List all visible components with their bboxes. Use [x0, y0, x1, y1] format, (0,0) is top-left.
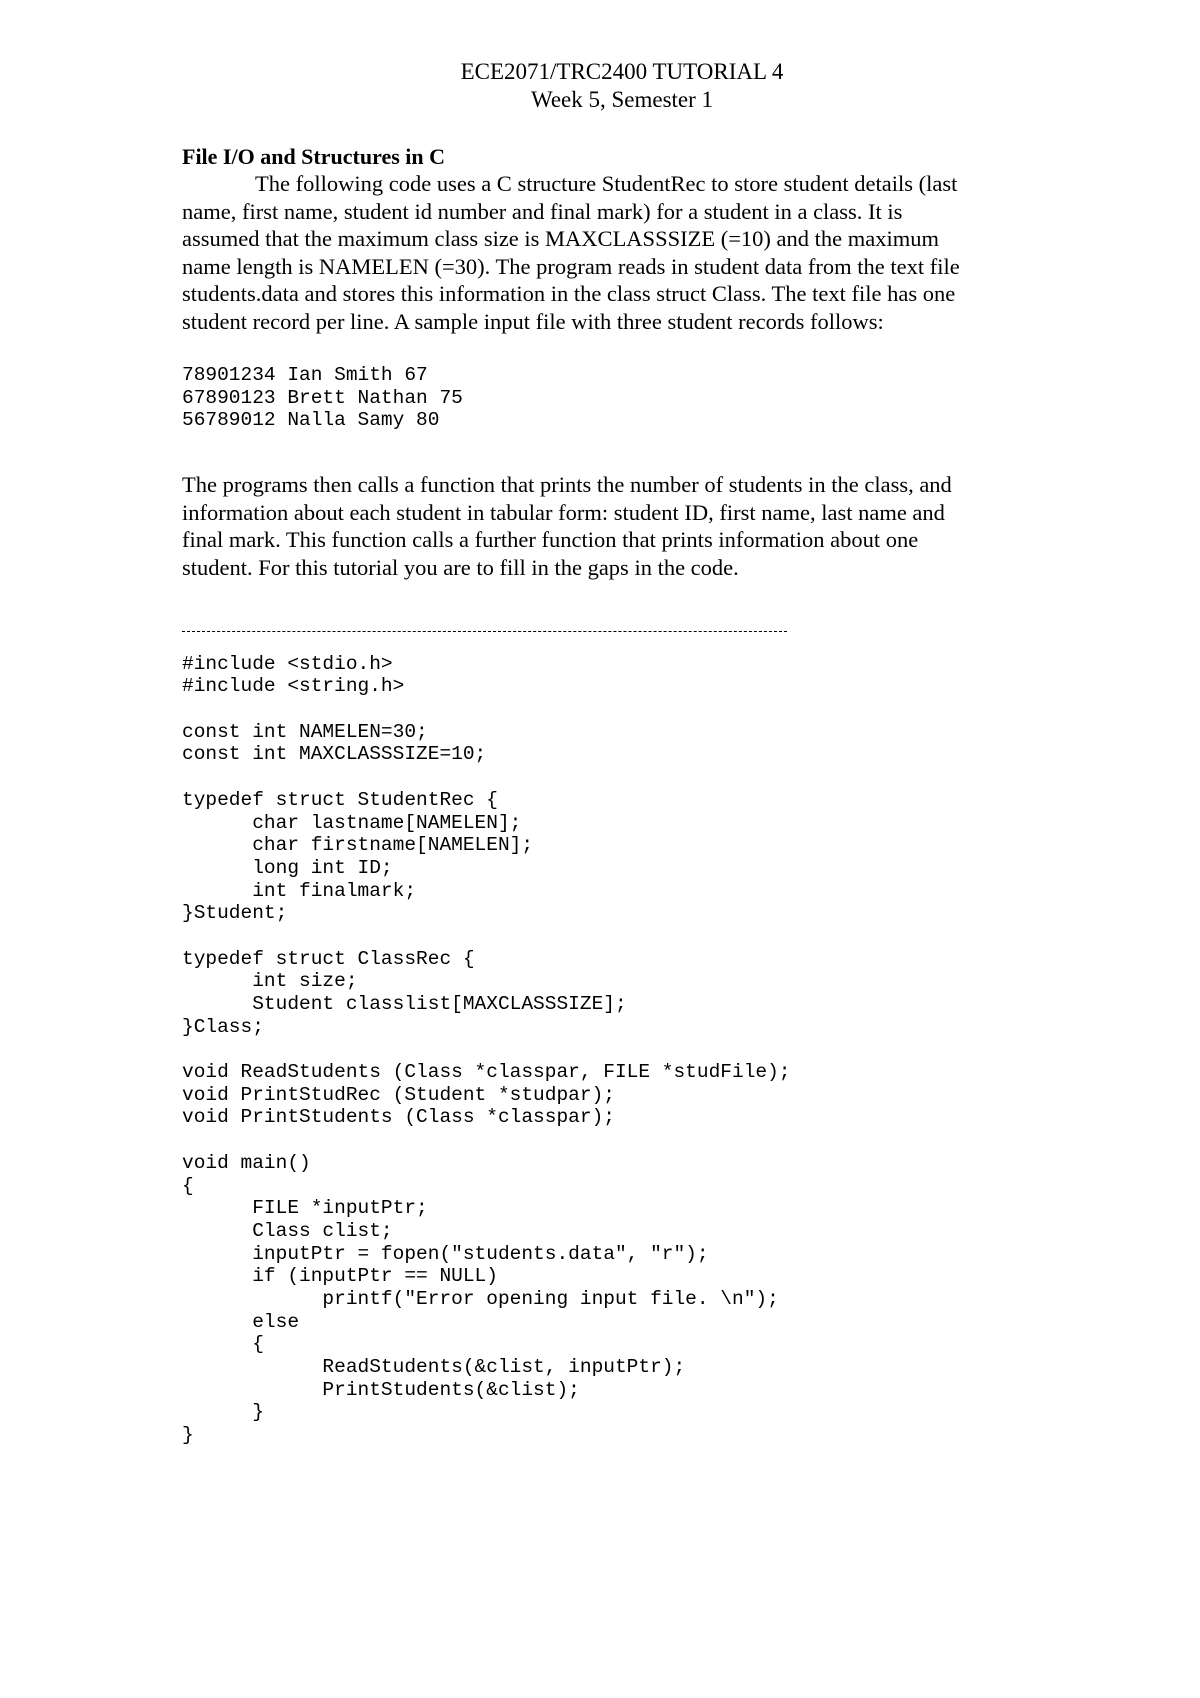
code-line: if (inputPtr == NULL): [182, 1265, 498, 1288]
code-line: printf("Error opening input file. \n");: [182, 1287, 779, 1310]
sample-input-block: [182, 364, 463, 432]
code-line: int finalmark;: [182, 879, 417, 902]
code-line: #include <stdio.h>: [182, 652, 393, 675]
explanation-paragraph: [182, 471, 1062, 581]
code-line: ReadStudents(&clist, inputPtr);: [182, 1356, 686, 1378]
sample-line: 56789012 Nalla Samy 80: [182, 409, 440, 432]
code-line: FILE *inputPtr;: [182, 1197, 428, 1220]
code-line: {: [182, 1174, 194, 1197]
code-line: }Student;: [182, 902, 288, 925]
intro-line: name length is NAMELEN (=30). The program reads in student data from the text file: [182, 253, 960, 279]
code-line: PrintStudents(&clist);: [182, 1378, 580, 1401]
intro-line: student record per line. A sample input file with three student records follows:: [182, 308, 884, 334]
code-line: void ReadStudents (Class *classpar, FILE *studFile);: [182, 1061, 791, 1084]
code-line: void main(): [182, 1151, 311, 1174]
intro-line: students.data and stores this information in the class struct Class. The text file has one: [182, 281, 956, 307]
code-line: }: [182, 1401, 264, 1424]
document-title: ECE2071/TRC2400 TUTORIAL 4: [460, 59, 784, 84]
code-line: Student classlist[MAXCLASSSIZE];: [182, 993, 627, 1015]
code-line: const int NAMELEN=30;: [182, 720, 428, 743]
sample-line: 78901234 Ian Smith 67: [182, 364, 428, 386]
intro-line: The following code uses a C structure StudentRec to store student details (last: [255, 171, 958, 196]
code-line: const int MAXCLASSSIZE=10;: [182, 743, 487, 766]
code-line: [182, 1038, 791, 1061]
explain-line: final mark. This function calls a further function that prints information about one: [182, 527, 919, 553]
explain-line: student. For this tutorial you are to fill in the gaps in the code.: [182, 554, 739, 580]
explain-line: information about each student in tabular form: student ID, first name, last name and: [182, 499, 945, 525]
code-line: typedef struct StudentRec {: [182, 788, 498, 811]
code-line: char lastname[NAMELEN];: [182, 811, 522, 834]
code-line: Class clist;: [182, 1219, 393, 1242]
code-line: void PrintStudents (Class *classpar);: [182, 1106, 615, 1129]
intro-line: assumed that the maximum class size is MAXCLASSSIZE (=10) and the maximum: [182, 226, 939, 252]
intro-line: name, first name, student id number and final mark) for a student in a class. It is: [182, 198, 903, 224]
code-line: }Class;: [182, 1015, 264, 1038]
code-line: int size;: [182, 970, 358, 993]
code-line: [182, 698, 791, 721]
document-subtitle: Week 5, Semester 1: [530, 87, 714, 112]
intro-paragraph: [182, 170, 1062, 336]
code-line: }: [182, 1424, 194, 1447]
code-listing: [182, 630, 791, 1447]
code-line: long int ID;: [182, 856, 393, 879]
section-title: File I/O and Structures in C: [182, 144, 446, 169]
code-line: [182, 1129, 791, 1152]
code-line: typedef struct ClassRec {: [182, 947, 475, 970]
sample-line: 67890123 Brett Nathan 75: [182, 386, 463, 409]
code-spacer: [182, 630, 791, 653]
code-line: inputPtr = fopen("students.data", "r");: [182, 1242, 709, 1265]
code-line: char firstname[NAMELEN];: [182, 834, 534, 857]
code-line: {: [182, 1333, 264, 1356]
code-line: else: [182, 1310, 300, 1333]
code-line: [182, 766, 791, 789]
explain-line: The programs then calls a function that prints the number of students in the class, and: [182, 472, 952, 497]
code-line: void PrintStudRec (Student *studpar);: [182, 1083, 615, 1106]
code-line: [182, 925, 791, 948]
code-line: #include <string.h>: [182, 675, 405, 698]
